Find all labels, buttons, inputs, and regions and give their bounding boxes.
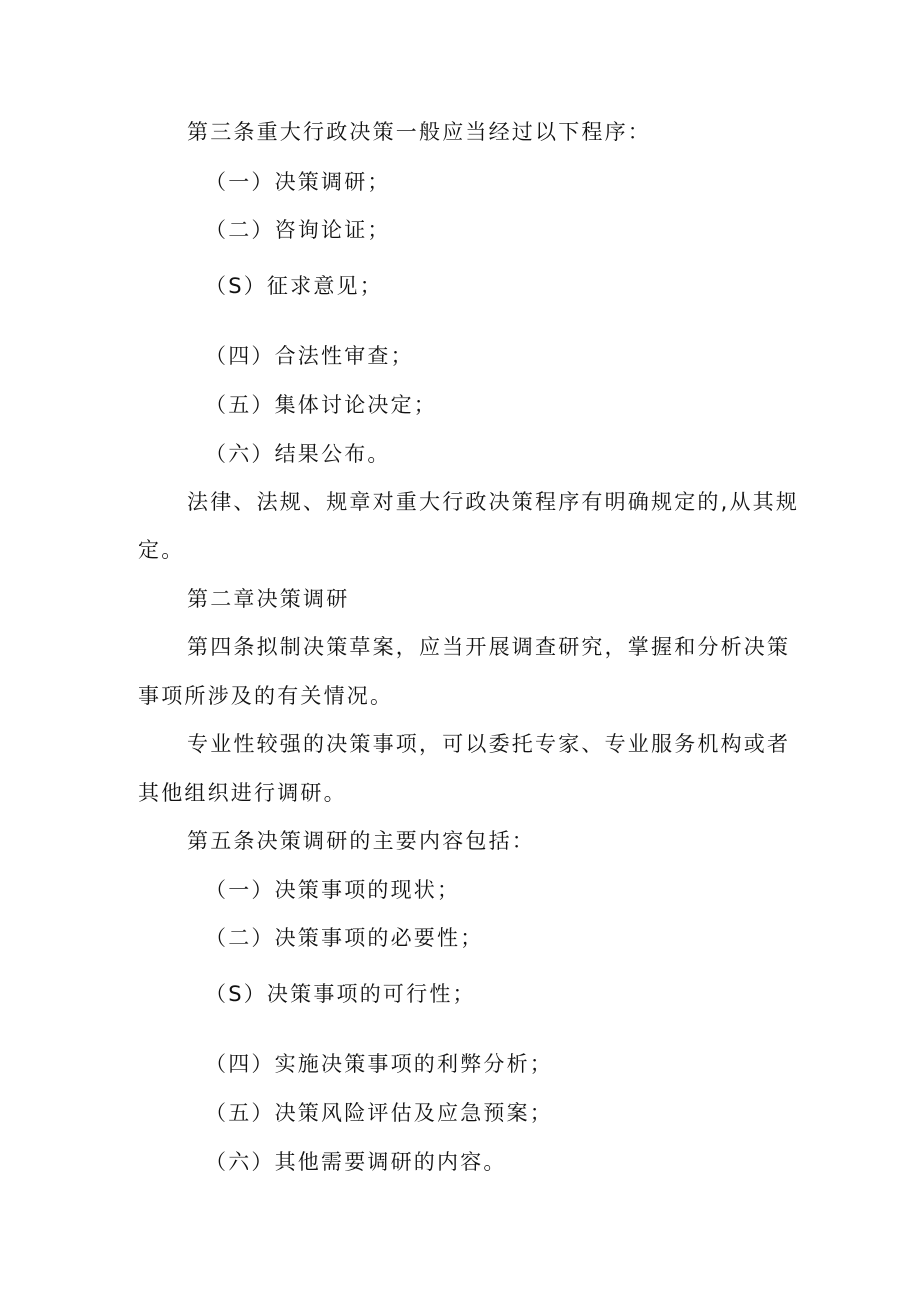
article-3-heading: 第三条重大行政决策一般应当经过以下程序： xyxy=(187,120,651,144)
list-item: （一）决策事项的现状； xyxy=(205,878,461,902)
list-item: （六）结果公布。 xyxy=(205,442,391,466)
paragraph-line: 事项所涉及的有关情况。 xyxy=(138,684,394,708)
paragraph-line: 定。 xyxy=(138,538,185,562)
list-item: （五）决策风险评估及应急预案； xyxy=(205,1101,553,1125)
paragraph-line: 专业性较强的决策事项，可以委托专家、专业服务机构或者 xyxy=(187,732,791,756)
list-item: （一）决策调研； xyxy=(205,170,391,194)
paragraph-line: 法律、法规、规章对重大行政决策程序有明确规定的,从其规 xyxy=(187,490,800,514)
list-item: （六）其他需要调研的内容。 xyxy=(205,1150,507,1174)
list-item: （S）征求意见； xyxy=(205,274,383,298)
list-item: （二）决策事项的必要性； xyxy=(205,926,484,950)
list-item: （四）合法性审查； xyxy=(205,344,414,368)
paragraph-line: 其他组织进行调研。 xyxy=(138,781,347,805)
list-item: （五）集体讨论决定； xyxy=(205,393,437,417)
list-item: （S）决策事项的可行性； xyxy=(205,982,476,1006)
list-item: （四）实施决策事项的利弊分析； xyxy=(205,1052,553,1076)
article-4-paragraph: 第四条拟制决策草案，应当开展调查研究，掌握和分析决策 xyxy=(187,635,791,659)
list-item: （二）咨询论证； xyxy=(205,218,391,242)
chapter-heading: 第二章决策调研 xyxy=(187,587,350,611)
article-5-heading: 第五条决策调研的主要内容包括： xyxy=(187,829,535,853)
